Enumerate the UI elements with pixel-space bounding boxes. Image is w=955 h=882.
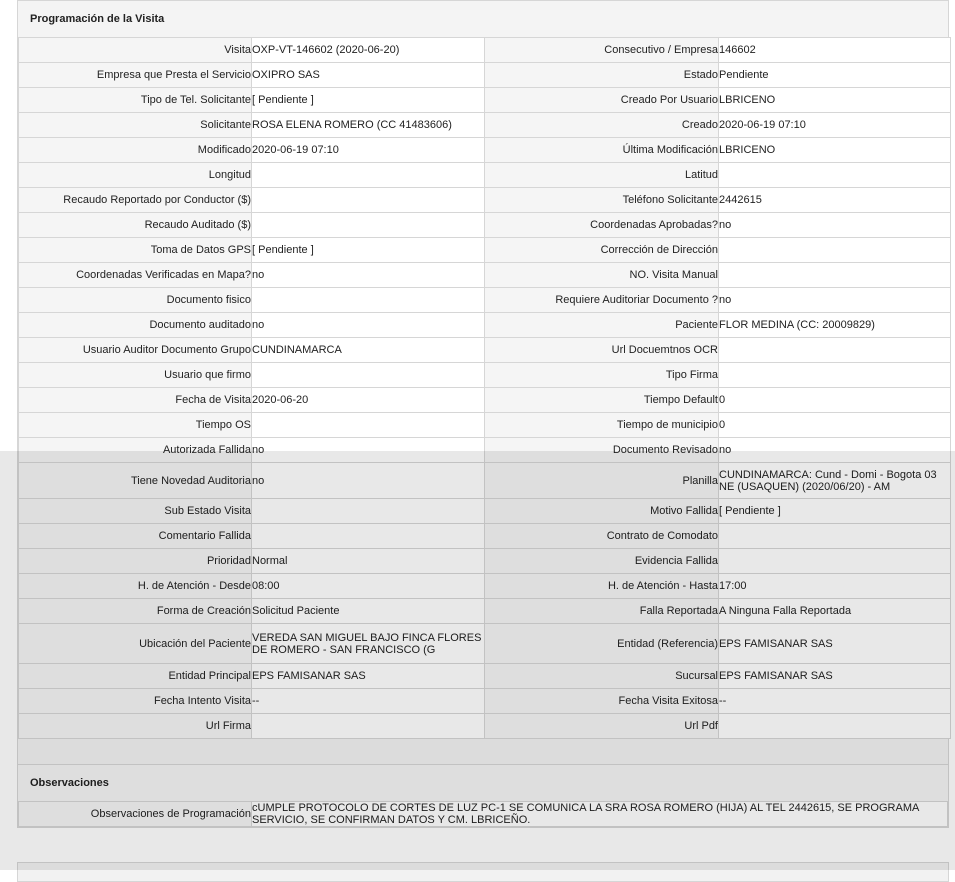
field-label [19, 599, 252, 624]
field-label-text: Planilla [682, 474, 718, 487]
field-label-text: Tipo Firma [665, 369, 718, 381]
field-label-text: Ubicación del Paciente [139, 637, 251, 650]
field-label-text: Tiene Novedad Auditoria [130, 474, 251, 487]
field-label [485, 113, 719, 138]
field-label [485, 238, 719, 263]
field-value-text: no [719, 294, 732, 306]
field-value [252, 388, 485, 413]
field-label-text: Fecha de Visita [175, 394, 251, 406]
field-value-text: 2020-06-20 [252, 394, 309, 406]
field-value [719, 363, 951, 388]
detail-row [19, 238, 951, 263]
field-label [485, 549, 719, 574]
field-label [19, 88, 252, 113]
field-label [485, 263, 719, 288]
field-value [252, 714, 485, 739]
detail-row [19, 574, 951, 599]
detail-row [19, 714, 951, 739]
field-label-text: Fecha Visita Exitosa [618, 695, 718, 707]
visit-section-title: Programación de la Visita [18, 1, 948, 37]
field-label [19, 664, 252, 689]
observations-value [252, 802, 948, 827]
field-value-text: 2442615 [719, 194, 762, 206]
field-value [719, 263, 951, 288]
field-label [19, 338, 252, 363]
field-value [719, 238, 951, 263]
detail-row [19, 338, 951, 363]
field-label [19, 213, 252, 238]
field-value-text: EPS FAMISANAR SAS [719, 670, 833, 682]
field-value-text: A Ninguna Falla Reportada [719, 605, 852, 617]
field-value [719, 624, 951, 664]
field-label [485, 88, 719, 113]
field-value [252, 363, 485, 388]
field-value-text: -- [252, 695, 260, 707]
field-value-text: LBRICENO [719, 94, 776, 106]
field-label-text: Coordenadas Aprobadas? [590, 219, 718, 231]
field-label [485, 138, 719, 163]
field-value-text: 17:00 [719, 580, 747, 592]
field-value [719, 524, 951, 549]
detail-row [19, 138, 951, 163]
field-value-text: [ Pendiente ] [252, 94, 314, 106]
field-label-text: NO. Visita Manual [629, 269, 718, 281]
detail-row [19, 288, 951, 313]
field-label-text: Tiempo Default [643, 394, 718, 406]
field-value [719, 113, 951, 138]
field-label [19, 438, 252, 463]
field-value [252, 113, 485, 138]
field-value [252, 288, 485, 313]
field-value [719, 313, 951, 338]
field-value [252, 463, 485, 499]
field-value [719, 499, 951, 524]
field-value [252, 188, 485, 213]
field-label-text: Coordenadas Verificadas en Mapa? [76, 269, 251, 281]
observations-row [19, 802, 948, 827]
field-value-text: FLOR MEDINA (CC: 20009829) [719, 319, 875, 331]
field-label-text: Autorizada Fallida [162, 444, 251, 456]
field-label-text: Forma de Creación [156, 605, 251, 617]
detail-row [19, 188, 951, 213]
field-value [719, 63, 951, 88]
field-value [719, 463, 951, 499]
detail-row [19, 549, 951, 574]
field-label-text: Url Firma [205, 720, 251, 732]
field-value-text: Normal [252, 555, 288, 567]
field-label-text: Toma de Datos GPS [150, 244, 251, 256]
detail-row [19, 413, 951, 438]
field-label-text: Requiere Auditoriar Documento ? [555, 294, 718, 306]
field-value [252, 689, 485, 714]
field-label-text: Longitud [208, 169, 251, 181]
detail-row [19, 113, 951, 138]
field-value [719, 689, 951, 714]
field-value [719, 213, 951, 238]
field-label [19, 363, 252, 388]
detail-row [19, 499, 951, 524]
field-label [19, 714, 252, 739]
field-label [485, 163, 719, 188]
field-value-text: no [252, 319, 265, 331]
field-value [719, 188, 951, 213]
field-value [252, 313, 485, 338]
field-label [19, 463, 252, 499]
field-label-text: Paciente [675, 319, 718, 331]
field-label [19, 689, 252, 714]
next-section-header [17, 862, 949, 882]
field-label [485, 413, 719, 438]
field-value [719, 138, 951, 163]
detail-row [19, 363, 951, 388]
field-value [252, 524, 485, 549]
field-value [719, 664, 951, 689]
field-label [485, 188, 719, 213]
detail-row [19, 38, 951, 63]
field-label-text: Usuario Auditor Documento Grupo [82, 344, 251, 356]
field-label [485, 38, 719, 63]
field-label [19, 188, 252, 213]
field-label-text: Teléfono Solicitante [622, 194, 718, 206]
field-label [19, 38, 252, 63]
field-value [719, 38, 951, 63]
field-value [252, 499, 485, 524]
observations-table [18, 801, 948, 827]
field-value [252, 574, 485, 599]
field-label [19, 113, 252, 138]
field-value-text: 146602 [719, 44, 756, 56]
field-value-text: no [252, 444, 265, 456]
field-label [485, 689, 719, 714]
field-label-text: Consecutivo / Empresa [604, 44, 718, 56]
detail-row [19, 599, 951, 624]
field-value [719, 438, 951, 463]
detail-row [19, 463, 951, 499]
detail-row [19, 313, 951, 338]
field-label-text: Solicitante [200, 119, 251, 131]
field-label [19, 313, 252, 338]
detail-row [19, 88, 951, 113]
field-label-text: Falla Reportada [639, 605, 718, 617]
field-label-text: Url Docuemtnos OCR [611, 344, 718, 356]
field-label-text: H. de Atención - Hasta [607, 580, 718, 592]
field-label [485, 288, 719, 313]
field-label-text: Sub Estado Visita [164, 505, 251, 517]
field-value [252, 138, 485, 163]
field-value-text: CUNDINAMARCA [252, 344, 342, 356]
field-value-text: 2020-06-19 07:10 [719, 119, 806, 131]
field-label-text: Entidad Principal [168, 670, 251, 682]
field-value-text: VEREDA SAN MIGUEL BAJO FINCA FLORES DE ROMERO - SAN FRANCISCO (G [252, 631, 482, 656]
field-label-text: Entidad (Referencia) [617, 637, 718, 650]
detail-row [19, 213, 951, 238]
field-value-text: OXIPRO SAS [252, 69, 320, 81]
field-label [485, 574, 719, 599]
field-value-text: no [719, 219, 732, 231]
field-value [252, 438, 485, 463]
field-label [19, 549, 252, 574]
field-label [19, 413, 252, 438]
field-value [719, 714, 951, 739]
field-value [252, 63, 485, 88]
field-value-text: OXP-VT-146602 (2020-06-20) [252, 44, 400, 56]
field-label [485, 664, 719, 689]
observations-label: Observaciones de Programación [19, 802, 252, 827]
field-value [252, 163, 485, 188]
field-label [19, 624, 252, 664]
field-value-text: no [719, 444, 732, 456]
field-label [485, 338, 719, 363]
detail-row [19, 524, 951, 549]
field-label [485, 213, 719, 238]
field-value-text: Solicitud Paciente [252, 605, 340, 617]
field-label [19, 499, 252, 524]
field-label-text: Fecha Intento Visita [153, 695, 251, 707]
field-value [719, 574, 951, 599]
field-label-text: Visita [224, 44, 251, 56]
field-value-text: -- [719, 695, 727, 707]
field-value [252, 599, 485, 624]
field-label [19, 163, 252, 188]
field-label [485, 63, 719, 88]
field-label [485, 388, 719, 413]
field-label [485, 714, 719, 739]
field-label-text: Comentario Fallida [158, 530, 251, 542]
field-label-text: Modificado [197, 144, 251, 156]
field-value [719, 388, 951, 413]
detail-row [19, 63, 951, 88]
field-label-text: Estado [683, 69, 718, 81]
field-value-text: Pendiente [719, 69, 769, 81]
field-label [485, 624, 719, 664]
field-label [19, 388, 252, 413]
field-value [252, 338, 485, 363]
detail-row [19, 388, 951, 413]
detail-row [19, 438, 951, 463]
field-label [19, 524, 252, 549]
field-label [19, 574, 252, 599]
field-value-text: [ Pendiente ] [719, 505, 781, 517]
field-label [485, 524, 719, 549]
field-value [719, 338, 951, 363]
field-value [252, 263, 485, 288]
field-value-text: EPS FAMISANAR SAS [719, 637, 833, 650]
observations-text: cUMPLE PROTOCOLO DE CORTES DE LUZ PC-1 SE COMUNICA LA SRA ROSA ROMERO (HIJA) AL TEL 2442615, SE PROGRAMA SERVICIO, SE CONFIRMAN DATOS Y CM. LBRICEÑO. [252, 802, 919, 826]
field-label-text: Creado Por Usuario [620, 94, 718, 106]
field-label [485, 363, 719, 388]
field-label-text: Empresa que Presta el Servicio [96, 69, 251, 81]
field-label [485, 313, 719, 338]
field-value-text: CUNDINAMARCA: Cund - Domi - Bogota 03 NE (USAQUEN) (2020/06/20) - AM [719, 468, 937, 493]
detail-row [19, 664, 951, 689]
field-value-text: no [252, 474, 265, 487]
field-label-text: Tiempo de municipio [616, 419, 718, 431]
observations-section [17, 764, 949, 828]
detail-row [19, 163, 951, 188]
field-value-text: ROSA ELENA ROMERO (CC 41483606) [252, 119, 452, 131]
field-label [485, 463, 719, 499]
field-label-text: Creado [681, 119, 718, 131]
field-label [19, 63, 252, 88]
field-value-text: 0 [719, 394, 726, 406]
field-label-text: Tiempo OS [195, 419, 251, 431]
field-label-text: Documento fisico [166, 294, 251, 306]
field-value [252, 38, 485, 63]
field-value [252, 664, 485, 689]
field-label [19, 263, 252, 288]
detail-row [19, 263, 951, 288]
field-label-text: Última Modificación [622, 144, 718, 156]
field-label-text: Motivo Fallida [650, 505, 718, 517]
field-value [252, 549, 485, 574]
field-value [252, 624, 485, 664]
field-value-text: EPS FAMISANAR SAS [252, 670, 366, 682]
field-value [719, 88, 951, 113]
field-label-text: Tipo de Tel. Solicitante [140, 94, 251, 106]
field-value-text: [ Pendiente ] [252, 244, 314, 256]
field-value [719, 599, 951, 624]
field-value [252, 238, 485, 263]
field-value-text: no [252, 269, 265, 281]
field-value [252, 213, 485, 238]
field-label-text: Contrato de Comodato [606, 530, 718, 542]
field-label-text: Recaudo Auditado ($) [144, 219, 251, 231]
field-value [719, 413, 951, 438]
field-label [485, 499, 719, 524]
field-label [485, 438, 719, 463]
field-value-text: 0 [719, 419, 726, 431]
field-label-text: Prioridad [206, 555, 251, 567]
field-label-text: Evidencia Fallida [634, 555, 718, 567]
field-label-text: Documento auditado [149, 319, 251, 331]
detail-row [19, 624, 951, 664]
field-value [719, 549, 951, 574]
field-value-text: LBRICENO [719, 144, 776, 156]
field-value [719, 288, 951, 313]
field-label-text: Documento Revisado [612, 444, 718, 456]
visit-programming-section [17, 0, 949, 773]
visit-details-table [18, 37, 951, 739]
field-label [19, 288, 252, 313]
field-label-text: Usuario que firmo [164, 369, 251, 381]
field-value [252, 413, 485, 438]
field-value-text: 2020-06-19 07:10 [252, 144, 339, 156]
field-label-text: Latitud [684, 169, 718, 181]
field-label-text: Corrección de Dirección [600, 244, 718, 256]
field-label-text: Url Pdf [684, 720, 718, 732]
field-value-text: 08:00 [252, 580, 280, 592]
field-label [19, 238, 252, 263]
field-value [719, 163, 951, 188]
field-label-text: Sucursal [675, 670, 718, 682]
field-label-text: Recaudo Reportado por Conductor ($) [63, 194, 251, 206]
field-label-text: H. de Atención - Desde [137, 580, 251, 592]
detail-row [19, 689, 951, 714]
observations-section-title: Observaciones [18, 765, 948, 801]
field-label [485, 599, 719, 624]
field-label [19, 138, 252, 163]
field-value [252, 88, 485, 113]
